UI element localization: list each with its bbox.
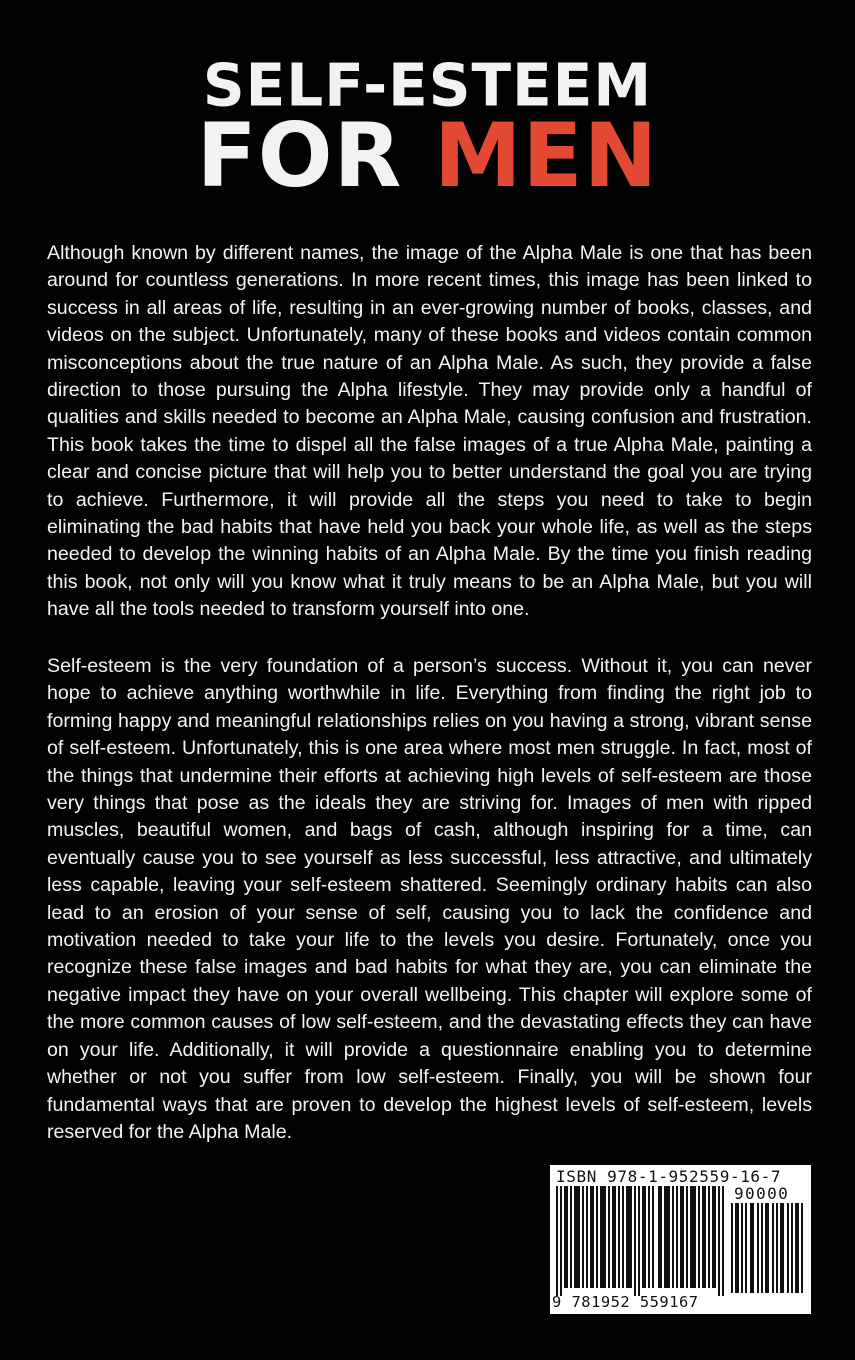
isbn-label: ISBN 978-1-952559-16-7 (556, 1167, 782, 1186)
ean-barcode-bars (554, 1186, 726, 1296)
price-code: 90000 (734, 1184, 790, 1203)
addon-barcode-bars (730, 1203, 806, 1293)
title-accent-word: MEN (433, 104, 659, 207)
isbn-barcode (550, 1165, 811, 1314)
ean-digits: 9 781952 559167 (552, 1293, 699, 1311)
book-title-line2 (0, 104, 855, 207)
title-for-word: FOR (196, 104, 434, 207)
blurb-paragraph-2: Self-esteem is the very foundation of a person’s success. Without it, you can never hope to achieve anything worthwhile in life. Everything from finding the right job to forming happy and meaningful relationships relies on you having a strong, vibrant sense of self-esteem. Unfortunately, this is one area where most men struggle. In fact, most of the things that undermine their efforts at achieving high levels of self-esteem are those very things that pose as the ideals they are striving for. Images of men with ripped muscles, beautiful women, and bags of cash, although inspiring for a time, can eventually cause you to see yourself as less successful, less attractive, and ultimately less capable, leaving your self-esteem shattered. Seemingly ordinary habits can also lead to an erosion of your sense of self, causing you to lack the confidence and motivation needed to take your life to the levels you desire. Fortunately, once you recognize these false images and bad habits for what they are, you can eliminate the negative impact they have on your overall wellbeing. This chapter will explore some of the more common causes of low self-esteem, and the devastating effects they can have on your life. Additionally, it will provide a questionnaire enabling you to determine whether or not you suffer from low self-esteem. Finally, you will be shown four fundamental ways that are proven to develop the highest levels of self-esteem, levels reserved for the Alpha Male. (47, 655, 812, 1143)
blurb-paragraph-1: Although known by different names, the image of the Alpha Male is one that has been around for countless generations. In more recent times, this image has been linked to success in all areas of life, resulting in an ever-growing number of books, classes, and videos on the subject. Unfortunately, many of these books and videos contain common misconceptions about the true nature of an Alpha Male. As such, they provide a false direction to those pursuing the Alpha lifestyle. They may provide only a handful of qualities and skills needed to become an Alpha Male, causing confusion and frustration. This book takes the time to dispel all the false images of a true Alpha Male, painting a clear and concise picture that will help you to better understand the goal you are trying to achieve. Furthermore, it will provide all the steps you need to take to begin eliminating the bad habits that have held you back your whole life, as well as the steps needed to develop the winning habits of an Alpha Male. By the time you finish reading this book, not only will you know what it truly means to be an Alpha Male, but you will have all the tools needed to transform yourself into one. (47, 242, 812, 621)
book-title-line1: SELF-ESTEEM (202, 50, 653, 120)
